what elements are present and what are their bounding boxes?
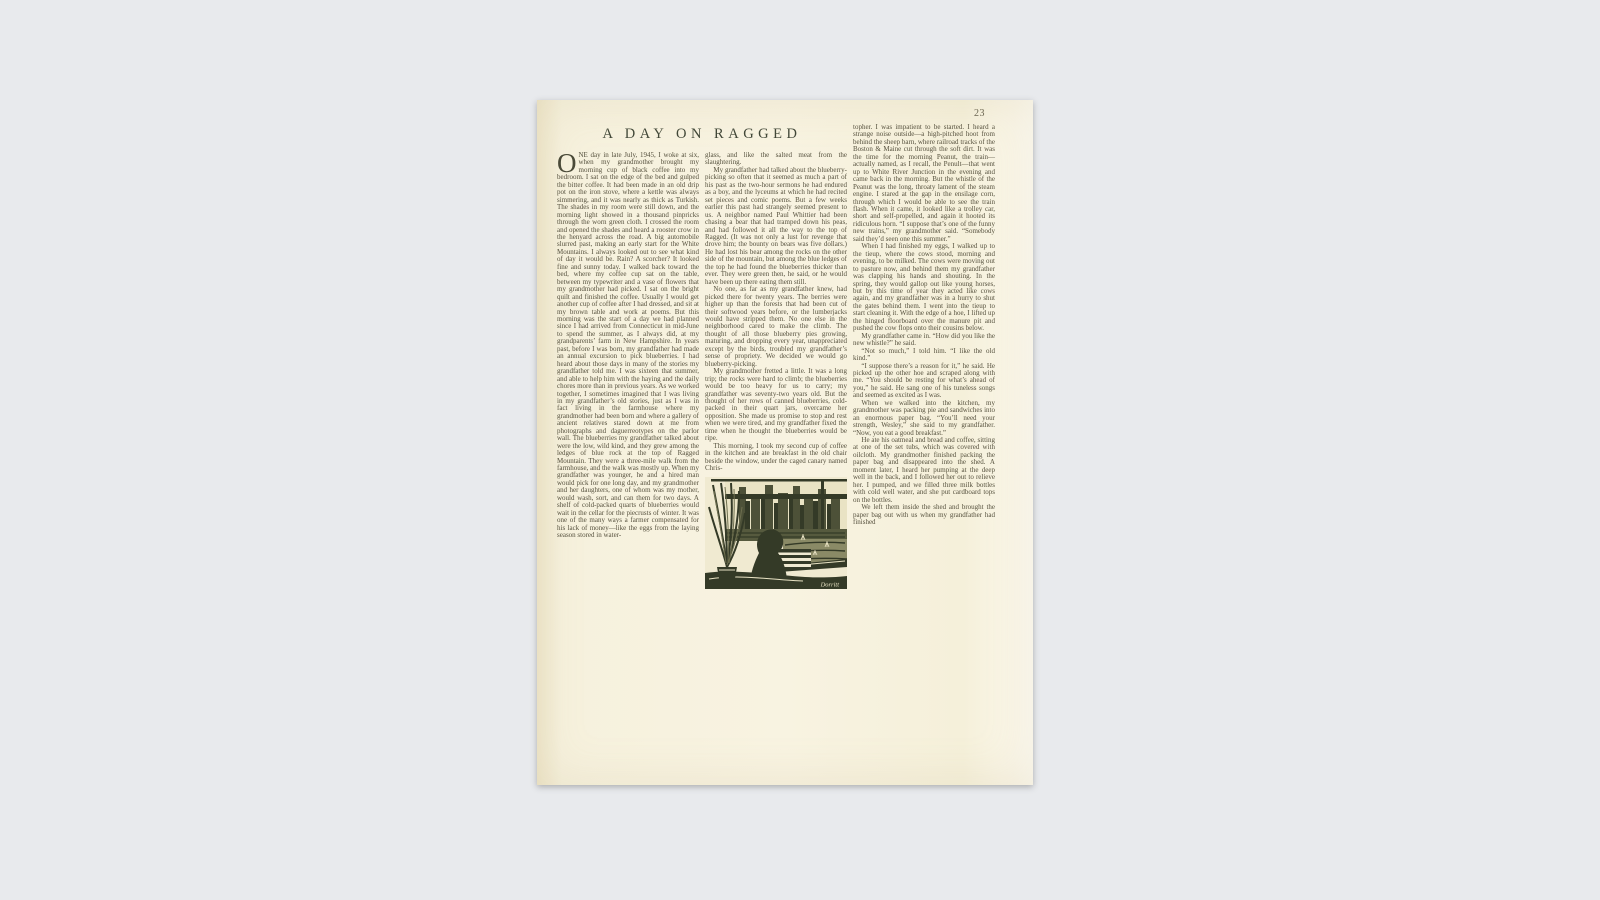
left-column-group <box>557 124 847 589</box>
paragraph: When I had finished my eggs, I walked up to the tieup, where the cows stood, morning and evening, to be milked. The cows were moving out to pasture now, and behind them my grandfather was clapping his hands and shouting. In the spring, they would gallop out like young horses, but by this time of year they acted like cows again, and my grandfather was in a hurry to shut the gates behind them. I went into the tieup to start cleaning it. With the edge of a hoe, I lifted up the hinged floorboard over the manure pit and pushed the cow flops onto their cousins below. <box>853 242 995 333</box>
paragraph: No one, as far as my grandfather knew, had picked there for twenty years. The berries were higher up than the forests that had been cut of their softwood years before, or the lumberjacks would have stripped them. No one else in the neighborhood cared to make the climb. The thought of all those blueberry pies growing, maturing, and dropping every year, unappreciated except by the birds, troubled my grandfather’s sense of propriety. We decided we would go blueberry-picking. <box>705 285 847 368</box>
paragraph: topher. I was impatient to be started. I heard a strange noise outside—a high-pitched hoot from behind the sheep barn, where railroad tracks of the Boston & Maine cut through the soft dirt. It was the time for the morning Peanut, the train—actually named, as I recall, the Penult—that went up to White River Junction in the evening and came back in the morning. But the whistle of the Peanut was the long, throaty lament of the steam engine. I stared at the gap in the ensilage corn, through which I would be able to see the train flash. When it came, it looked like a trolley car, short and self-propelled, and again it hooted its ridiculous horn. “I suppose that’s one of the funny new trains,” my grandmother said. “Somebody said they’d seen one this summer.” <box>853 123 995 243</box>
paragraph: My grandfather came in. “How did you like the new whistle?” he said. <box>853 331 995 348</box>
paragraph: glass, and like the salted meat from the slaughtering. <box>705 151 847 167</box>
column-3 <box>853 124 995 589</box>
magazine-page <box>537 100 1033 785</box>
paragraph: He ate his oatmeal and bread and coffee, sitting at one of the set tubs, which was covered with oilcloth. My grandmother finished packing the paper bag and disappeared into the shed. A moment later, I heard her pumping at the deep well in the back, and I followed her out to relieve her. I pumped, and we filled three milk bottles with cold well water, and she put cardboard tops on the bottles. <box>853 436 995 504</box>
column-2 <box>705 152 847 589</box>
paragraph: “Not so much,” I told him. “I like the old kind.” <box>853 346 995 363</box>
paragraph: My grandmother fretted a little. It was a long trip; the rocks were hard to climb; the blueberries would be too heavy for us to carry; my grandfather was seventy-two years old. But the thought of her rows of canned blueberries, cold-packed in their quart jars, overcame her opposition. She made us promise to stop and rest when we were tired, and my grandfather fixed the time when he thought the blueberries would be ripe. <box>705 367 847 443</box>
paragraph: This morning, I took my second cup of coffee in the kitchen and ate breakfast in the old chair beside the window, under the caged canary named Chris- <box>705 441 847 473</box>
page-number: 23 <box>974 108 985 119</box>
drop-cap: O <box>557 148 577 178</box>
paragraph: We left them inside the shed and brought the paper bag out with us when my grandfather had finished <box>853 503 995 527</box>
artist-signature: Dorritt <box>820 581 839 589</box>
paragraph: My grandfather had talked about the blueberry-picking so often that it seemed as much a part of his past as the two-hour sermons he had endured as a boy, and the lyceums at which he had recited set pieces and comic poems. But a few weeks earlier this past had strangely seemed present to us. A neighbor named Paul Whittier had been chasing a bear that had tramped down his peas, and had followed it all the way to the top of Ragged. (It was not only a lust for revenge that drove him; the bounty on bears was five dollars.) He had lost his bear among the rocks on the other side of the mountain, but among the blue ledges of the top he had found the blueberries thicker than ever. They were green then, he said, or he would have been up there eating them still. <box>705 165 847 286</box>
paragraph-text: NE day in late July, 1945, I woke at six, when my grandmother brought my morning cup of black coffee into my bedroom. I sat on the edge of the bed and gulped the bitter coffee. It had been made in an old drip pot on the iron stove, where a kettle was always simmering, and it was nearly as thick as Turkish. The shades in my room were still down, and the morning light showed in a thousand pinpricks through the worn green cloth. I crossed the room and opened the shades and heard a rooster crow in the henyard across the road. A big automobile slurred past, making an early start for the White Mountains. I always looked out to see what kind of day it would be. Rain? A scorcher? It looked fine and sunny today. I walked back toward the bed, where my coffee cup sat on the table, between my typewriter and a vase of flowers that my grandmother had picked. I sat on the bright quilt and finished the coffee. Usually I would get another cup of coffee after I had dressed, and sit at my brown table and work at poems. But this morning was the start of a day we had planned since I had arrived from Connecticut in mid-June to spend the summer, as I always did, at my grandparents’ farm in New Hampshire. In years past, before I was born, my grandfather had made an annual excursion to pick blueberries. I had heard about those days in many of the stories my grandfather told me. I was sixteen that summer, and able to help him with the haying and the daily chores more than in previous years. As we worked together, I sometimes imagined that I was living in my grandfather’s old stories, just as I was in fact living in the farmhouse where my grandmother had been born and where a gallery of ancient relatives stared down at me from photographs and daguerreotypes on the parlor wall. The blueberries my grandfather talked about were the low, wild kind, and they grew among the ledges of blue rock at the top of Ragged Mountain. They were a three-mile walk from the farmhouse, and the walk was mostly up. When my grandfather was younger, he and a hired man would pick for one long day, and my grandmother and her daughters, one of whom was my mother, would wash, sort, and can them for two days. A shelf of cold-packed quarts of blueberries would wait in the cellar for the piecrusts of winter. It was one of the many ways a farmer compensated for his lack of money—like the eggs from the laying season stored in water- <box>557 151 699 540</box>
paragraph: When we walked into the kitchen, my grandmother was packing pie and sandwiches into an enormous paper bag. “You’ll need your strength, Wesley,” she said to my grandfather. “Now, you eat a good breakfast.” <box>853 398 995 437</box>
woodcut-illustration <box>705 477 847 589</box>
column-1 <box>557 148 699 589</box>
paragraph: “I suppose there’s a reason for it,” he said. He picked up the other hoe and scraped along with me. “You should be resting for what’s ahead of you,” he said. He sang one of his tuneless songs and seemed as excited as I was. <box>853 361 995 400</box>
article-title: A DAY ON RAGGED <box>602 126 802 142</box>
page-content <box>557 124 995 589</box>
paragraph <box>557 148 699 540</box>
